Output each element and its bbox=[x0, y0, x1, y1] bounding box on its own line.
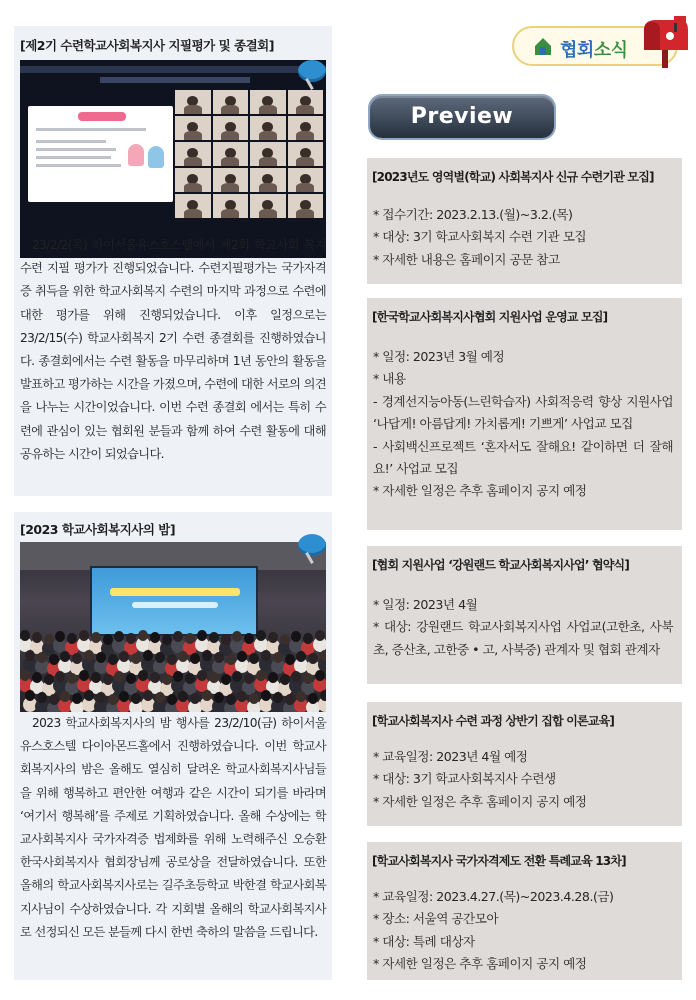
notice-box-trainee-institution bbox=[367, 158, 682, 284]
preview-banner: Preview bbox=[370, 96, 554, 138]
crowd-person bbox=[143, 690, 153, 701]
crowd-person bbox=[25, 690, 35, 701]
notice-item: * 대상: 강원랜드 학교사회복지사업 사업교(고한초, 사북초, 증산초, 고한중 • 고, 사북중) 관계자 및 협회 관계자 bbox=[373, 619, 673, 657]
crowd-person bbox=[173, 631, 183, 642]
crowd-person bbox=[185, 673, 195, 684]
crowd-person bbox=[237, 691, 247, 702]
crowd-person bbox=[37, 652, 47, 663]
crowd-person bbox=[261, 650, 271, 661]
section-title: [2023 학교사회복지사의 밤] bbox=[20, 522, 176, 537]
notice-item: * 자세한 일정은 추후 홈페이지 공지 예정 bbox=[373, 956, 587, 972]
crowd-person bbox=[91, 672, 101, 683]
crowd-person bbox=[280, 634, 290, 645]
crowd-person bbox=[185, 633, 195, 644]
crowd-person bbox=[79, 670, 89, 681]
crowd-person bbox=[96, 652, 106, 663]
crowd-person bbox=[32, 632, 42, 643]
crowd-person bbox=[244, 633, 254, 644]
notice-item: * 일정: 2023년 3월 예정 bbox=[373, 349, 505, 364]
crowd-person bbox=[178, 691, 188, 702]
crowd-person bbox=[291, 631, 301, 642]
crowd-person bbox=[126, 633, 136, 644]
crowd-person bbox=[296, 691, 306, 702]
notice-title: [학교사회복지사 수련 과정 상반기 집합 이론교육] bbox=[372, 714, 615, 728]
notice-item: * 자세한 일정은 추후 홈페이지 공지 예정 bbox=[373, 483, 587, 499]
crowd-person bbox=[108, 694, 118, 705]
crowd-person bbox=[303, 673, 313, 684]
crowd-person bbox=[84, 650, 94, 661]
crowd-person bbox=[150, 672, 160, 683]
crowd-person bbox=[320, 690, 326, 701]
crowd-person bbox=[256, 630, 266, 641]
notice-list bbox=[373, 886, 673, 976]
crowd-person bbox=[226, 654, 236, 665]
crowd bbox=[20, 630, 326, 712]
crowd-person bbox=[108, 654, 118, 665]
crowd-person bbox=[79, 630, 89, 641]
crowd-person bbox=[197, 670, 207, 681]
participant-grid bbox=[175, 90, 323, 218]
event-group-photo bbox=[20, 542, 326, 712]
crowd-person bbox=[162, 674, 172, 685]
crowd-person bbox=[249, 693, 259, 704]
section-social-worker-night bbox=[14, 512, 332, 980]
notice-item: * 대상: 3기 학교사회복지 수련 기관 모집 bbox=[373, 229, 587, 245]
crowd-person bbox=[72, 693, 82, 704]
crowd-person bbox=[315, 630, 325, 641]
notice-box-kangwonland bbox=[367, 546, 682, 684]
notice-item: * 대상: 특례 대상자 bbox=[373, 933, 475, 949]
crowd-person bbox=[103, 634, 113, 645]
notice-item: * 자세한 내용은 홈페이지 공문 참고 bbox=[373, 251, 560, 267]
crowd-person bbox=[232, 671, 242, 682]
crowd-person bbox=[244, 673, 254, 684]
presentation-slide bbox=[28, 106, 173, 202]
notice-item: * 교육일정: 2023.4.27.(목)~2023.4.28.(금) bbox=[373, 889, 614, 904]
notice-item: * 대상: 3기 학교사회복지사 수련생 bbox=[373, 771, 556, 787]
crowd-person bbox=[308, 653, 318, 664]
section-paragraph: 2023 학교사회복지사의 밤 행사를 23/2/10(금) 하이서울유스호스텔 다이아몬드홀에서 진행하였습니다. 이번 학교사회복지사의 밤은 올해도 열심히 달려온 학교사회복지사님들을 위해 행복하고 편안한 여행과 같은 시간이 되기를 바라며 ‘여기서 행복해’를 주제로 기획하였습니다. 올해 수상에는 학교사회복지사 국가자격증 법제화를 위해 노력해주신 오승환 한국사회복지사 협회장님께 공로상을 전달하였습니다. 또한 올해의 학교사회복지사로는 길주초등학교 박한결 학교사회복지사님이 수상하였습니다. 각 지회별 올해의 학교사회복지사로 선정되신 모든 분들께 다시 한번 축하의 말씀을 드립니다. bbox=[20, 716, 326, 939]
section-paragraph: 23/2/2(목) 하이서울유스호스텔에서 제2회 학교사회 복지 수련 지필 평가가 진행되었습니다. 수련지필평가는 국가자격증 취득을 위한 학교사회복지 수련의 마지막 과정으로 수련에 대한 평가를 위해 진행되었습니다. 이후 일정으로는 23/2/15(수) 학교사회복지 2기 수련 종결회를 진행하였습니다. 종결회에서는 수련 활동을 마무리하며 1년 동안의 활동을 발표하고 평가하는 시간을 가졌으며, 수련에 대한 서로의 의견을 나누는 시간이었습니다. 이번 수련 종결회 에서는 특히 수련에 관심이 있는 협회원 분들과 함께 하여 수련 활동에 대해 공유하는 시간이 되었습니다. bbox=[20, 238, 326, 461]
crowd-person bbox=[296, 651, 306, 662]
crowd-person bbox=[119, 691, 129, 702]
notice-item: * 교육일정: 2023년 4월 예정 bbox=[373, 749, 528, 764]
crowd-person bbox=[67, 673, 77, 684]
crowd-person bbox=[308, 693, 318, 704]
crowd-person bbox=[221, 674, 231, 685]
crowd-person bbox=[119, 651, 129, 662]
crowd-person bbox=[49, 654, 59, 665]
crowd-person bbox=[60, 691, 70, 702]
crowd-person bbox=[131, 653, 141, 664]
notice-title: [한국학교사회복지사협회 지원사업 운영교 모집] bbox=[372, 310, 608, 324]
crowd-person bbox=[131, 693, 141, 704]
pushpin-icon bbox=[298, 60, 326, 82]
crowd-person bbox=[273, 652, 283, 663]
section-title: [제2기 수련학교사회복지사 지필평가 및 종결회] bbox=[20, 38, 274, 53]
crowd-person bbox=[143, 650, 153, 661]
crowd-person bbox=[256, 670, 266, 681]
crowd-person bbox=[315, 670, 325, 681]
crowd-person bbox=[55, 671, 65, 682]
crowd-person bbox=[261, 690, 271, 701]
notice-list bbox=[373, 746, 673, 813]
house-logo-icon bbox=[534, 36, 552, 56]
crowd-person bbox=[209, 672, 219, 683]
crowd-person bbox=[285, 694, 295, 705]
crowd-person bbox=[237, 651, 247, 662]
crowd-person bbox=[221, 634, 231, 645]
crowd-person bbox=[103, 674, 113, 685]
crowd-person bbox=[72, 653, 82, 664]
crowd-person bbox=[55, 631, 65, 642]
logo-text: 협회소식 bbox=[560, 40, 628, 61]
crowd-person bbox=[155, 652, 165, 663]
crowd-person bbox=[60, 651, 70, 662]
crowd-person bbox=[226, 694, 236, 705]
crowd-person bbox=[155, 692, 165, 703]
crowd-person bbox=[25, 650, 35, 661]
notice-list bbox=[373, 594, 673, 661]
stage-screen bbox=[90, 566, 258, 636]
crowd-person bbox=[138, 630, 148, 641]
notice-box-support-program bbox=[367, 298, 682, 530]
crowd-person bbox=[190, 653, 200, 664]
notice-item: * 자세한 일정은 추후 홈페이지 공지 예정 bbox=[373, 793, 587, 809]
crowd-person bbox=[202, 690, 212, 701]
section-exam-closing bbox=[14, 26, 332, 496]
crowd-person bbox=[285, 654, 295, 665]
notice-item: * 장소: 서울역 공간모아 bbox=[373, 911, 499, 927]
crowd-person bbox=[20, 670, 30, 681]
mailbox-icon bbox=[640, 16, 690, 68]
crowd-person bbox=[84, 690, 94, 701]
zoom-meeting-photo bbox=[20, 60, 326, 258]
crowd-person bbox=[291, 671, 301, 682]
crowd-person bbox=[268, 672, 278, 683]
crowd-person bbox=[162, 634, 172, 645]
crowd-person bbox=[232, 631, 242, 642]
notice-box-theory-education bbox=[367, 702, 682, 826]
notice-list bbox=[373, 346, 673, 503]
notice-item: * 접수기간: 2023.2.13.(월)~3.2.(목) bbox=[373, 207, 573, 222]
crowd-person bbox=[178, 651, 188, 662]
notice-title: [학교사회복지사 국가자격제도 전환 특례교육 13차] bbox=[372, 854, 626, 868]
crowd-person bbox=[91, 632, 101, 643]
notice-item: * 내용 bbox=[373, 371, 406, 387]
crowd-person bbox=[303, 633, 313, 644]
crowd-person bbox=[173, 671, 183, 682]
notice-box-special-education bbox=[367, 842, 682, 980]
crowd-person bbox=[202, 650, 212, 661]
crowd-person bbox=[268, 632, 278, 643]
crowd-person bbox=[320, 650, 326, 661]
crowd-person bbox=[44, 674, 54, 685]
crowd-person bbox=[190, 693, 200, 704]
crowd-person bbox=[138, 670, 148, 681]
crowd-person bbox=[49, 694, 59, 705]
crowd-person bbox=[114, 631, 124, 642]
pushpin-icon bbox=[298, 534, 326, 556]
crowd-person bbox=[126, 673, 136, 684]
crowd-person bbox=[280, 674, 290, 685]
crowd-person bbox=[20, 630, 30, 641]
crowd-person bbox=[167, 694, 177, 705]
crowd-person bbox=[167, 654, 177, 665]
notice-title: [협회 지원사업 ‘강원랜드 학교사회복지사업’ 협약식] bbox=[372, 558, 630, 572]
crowd-person bbox=[209, 632, 219, 643]
crowd-person bbox=[214, 652, 224, 663]
notice-title: [2023년도 영역별(학교) 사회복지사 신규 수련기관 모집] bbox=[372, 170, 654, 184]
crowd-person bbox=[32, 672, 42, 683]
crowd-person bbox=[273, 692, 283, 703]
crowd-person bbox=[96, 692, 106, 703]
notice-item: * 일정: 2023년 4월 bbox=[373, 597, 478, 612]
crowd-person bbox=[249, 653, 259, 664]
crowd-person bbox=[214, 692, 224, 703]
crowd-person bbox=[150, 632, 160, 643]
notice-item: - 사회백신프로젝트 ‘혼자서도 잘해요! 같이하면 더 잘해요!’ 사업교 모집 bbox=[373, 438, 673, 477]
crowd-person bbox=[197, 630, 207, 641]
crowd-person bbox=[114, 671, 124, 682]
notice-item: - 경계선지능아동(느린학습자) 사회적응력 향상 지원사업 ‘나답게! 아름답게! 가치롭게! 기쁘게’ 사업교 모집 bbox=[373, 393, 673, 432]
crowd-person bbox=[44, 634, 54, 645]
notice-list bbox=[373, 204, 673, 271]
crowd-person bbox=[67, 633, 77, 644]
crowd-person bbox=[37, 692, 47, 703]
